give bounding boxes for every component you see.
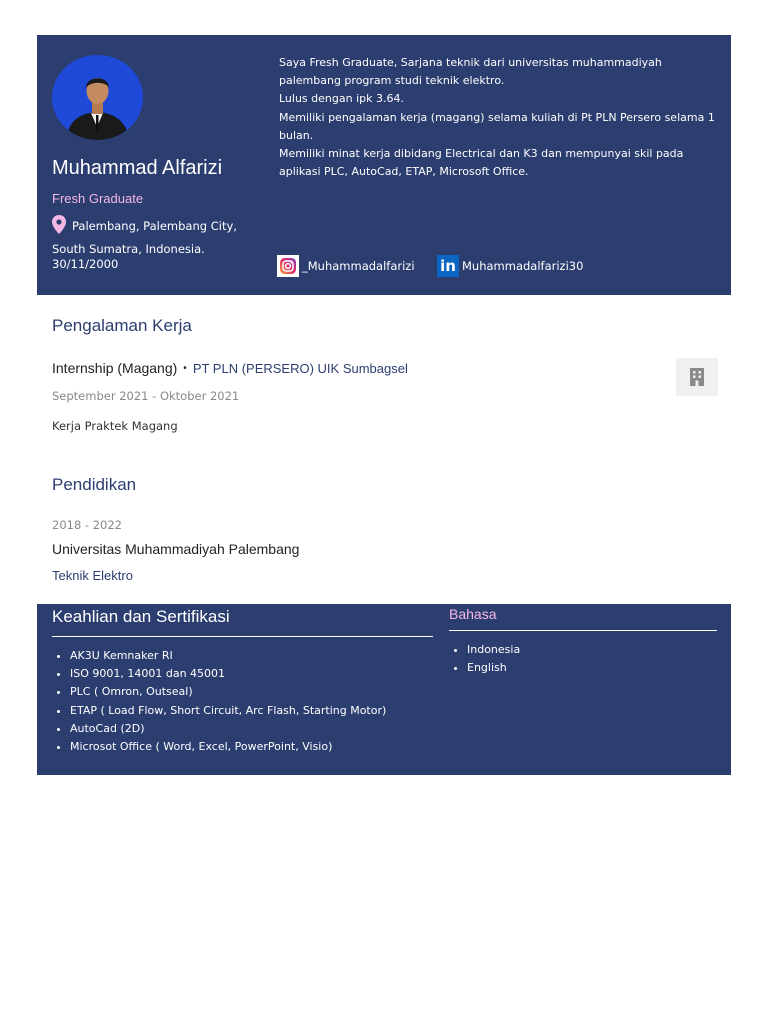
profile-photo xyxy=(52,55,143,140)
profile-role: Fresh Graduate xyxy=(52,191,144,206)
education-period: 2018 - 2022 xyxy=(52,518,122,532)
list-item: • Microsot Office ( Word, Excel, PowerPoint, Visio) xyxy=(70,738,386,756)
summary-line: Memiliki pengalaman kerja (magang) selama kuliah di Pt PLN Persero selama 1 bulan. xyxy=(279,110,715,142)
instagram-icon xyxy=(277,255,299,277)
instagram-link[interactable] xyxy=(277,255,415,277)
linkedin-icon: in xyxy=(437,255,459,277)
location-text: Palembang, Palembang City, South Sumatra, Indonesia. xyxy=(52,219,237,256)
list-item: • PLC ( Omron, Outseal) xyxy=(70,683,386,701)
list-item: • Indonesia xyxy=(467,641,520,659)
education-school: Universitas Muhammadiyah Palembang xyxy=(52,541,300,557)
skills-list xyxy=(52,647,386,756)
job-period: September 2021 - Oktober 2021 xyxy=(52,389,240,403)
skills-languages-panel xyxy=(37,604,731,775)
education-section-title: Pendidikan xyxy=(52,475,137,494)
profile-location xyxy=(52,215,252,259)
experience-section-title: Pengalaman Kerja xyxy=(52,316,192,335)
languages-divider xyxy=(449,630,717,631)
profile-summary xyxy=(279,54,719,181)
summary-line: Saya Fresh Graduate, Sarjana teknik dari universitas muhammadiyah palembang program studi teknik elektro. xyxy=(279,56,662,88)
profile-name: Muhammad Alfarizi xyxy=(52,157,223,179)
instagram-handle: _Muhammadalfarizi xyxy=(302,259,415,273)
job-separator: • xyxy=(183,363,187,374)
profile-header xyxy=(37,35,731,295)
education-major: Teknik Elektro xyxy=(52,568,133,583)
languages-list xyxy=(449,641,520,677)
job-title: Internship (Magang) xyxy=(52,360,178,376)
summary-line: Lulus dengan ipk 3.64. xyxy=(279,92,404,106)
linkedin-link[interactable] xyxy=(437,255,583,277)
list-item: • ETAP ( Load Flow, Short Circuit, Arc Flash, Starting Motor) xyxy=(70,702,386,720)
skills-section-title: Keahlian dan Sertifikasi xyxy=(52,607,230,626)
building-icon xyxy=(676,358,718,396)
languages-section-title: Bahasa xyxy=(449,606,497,622)
list-item: • AutoCad (2D) xyxy=(70,720,386,738)
list-item: • English xyxy=(467,659,520,677)
avatar xyxy=(52,55,143,140)
skills-divider xyxy=(52,636,433,637)
job-company: PT PLN (PERSERO) UIK Sumbagsel xyxy=(192,361,408,376)
list-item: • AK3U Kemnaker RI xyxy=(70,647,386,665)
birth-date: 30/11/2000 xyxy=(52,257,119,271)
job-title-row xyxy=(52,360,408,376)
location-pin-icon xyxy=(52,215,66,240)
list-item: • ISO 9001, 14001 dan 45001 xyxy=(70,665,386,683)
job-description: Kerja Praktek Magang xyxy=(52,419,178,433)
summary-line: Memiliki minat kerja dibidang Electrical dan K3 dan mempunyai skil pada aplikasi PLC, AutoCad, ETAP, Microsoft Office. xyxy=(279,147,684,179)
linkedin-handle: Muhammadalfarizi30 xyxy=(462,259,584,273)
